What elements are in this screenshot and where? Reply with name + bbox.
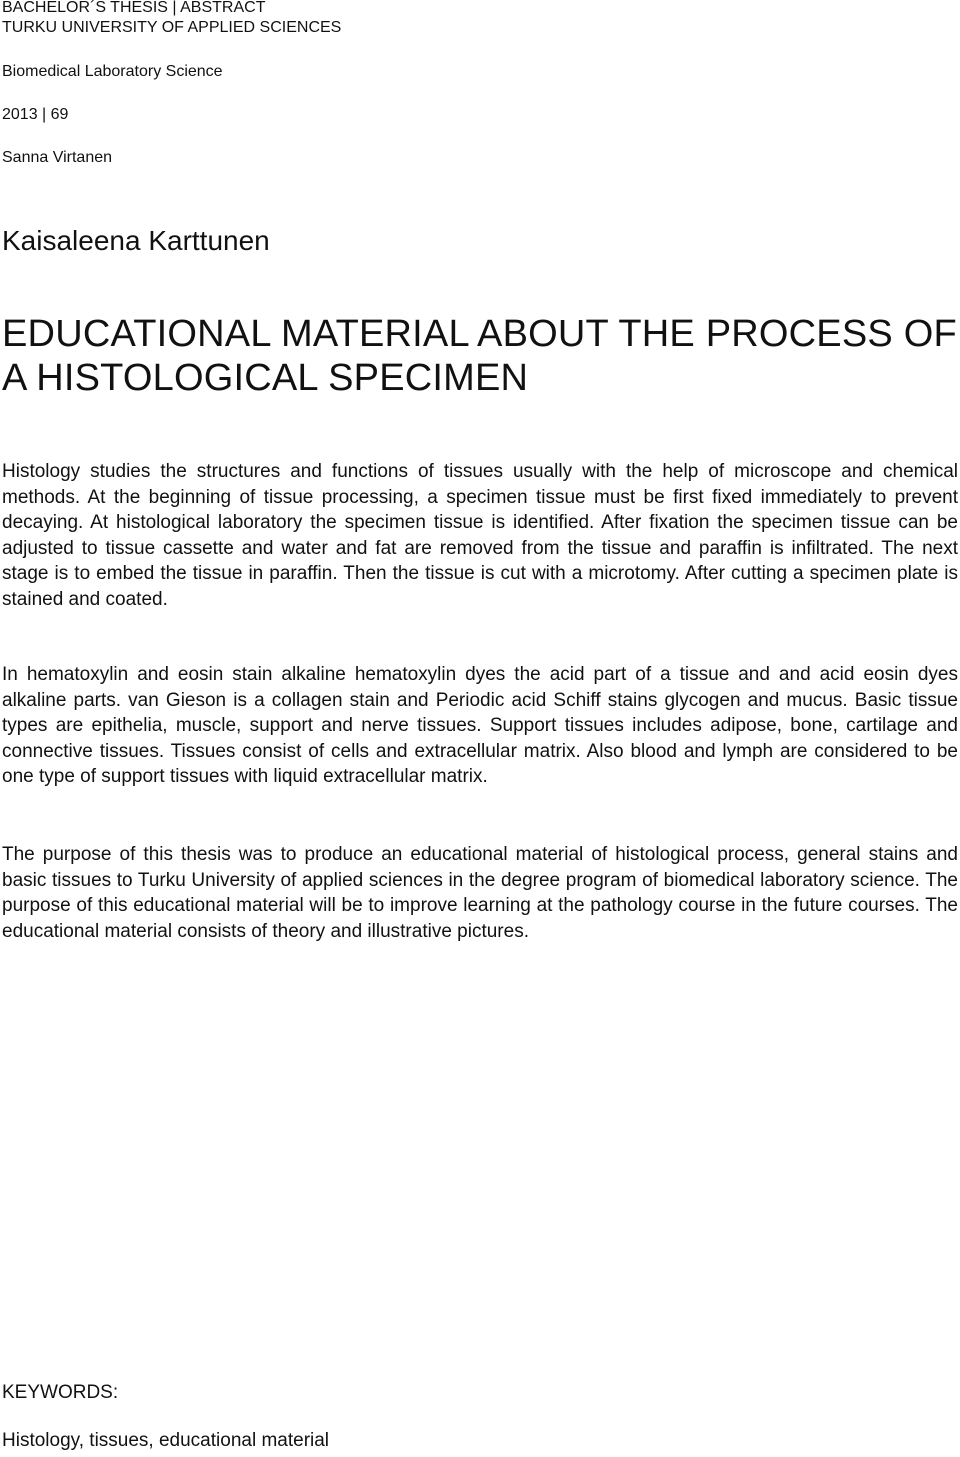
- author-name: Kaisaleena Karttunen: [2, 225, 270, 256]
- document-type: BACHELOR´S THESIS | ABSTRACT: [2, 0, 266, 16]
- supervisor-name: Sanna Virtanen: [2, 149, 113, 166]
- keywords-values: Histology, tissues, educational material: [2, 1430, 330, 1451]
- thesis-title: EDUCATIONAL MATERIAL ABOUT THE PROCESS OF A HISTOLOGICAL SPECIMEN: [2, 313, 957, 399]
- year-and-pages: 2013 | 69: [2, 106, 69, 123]
- abstract-paragraph-2: In hematoxylin and eosin stain alkaline hematoxylin dyes the acid part of a tissue and and acid eosin dyes alkaline parts. van Gieson is a collagen stain and Periodic acid Schiff stains glycogen and mucus. Basic tissue types are epithelia, muscle, support and nerve tissues. Support tissues includes adipose, bone, cartilage and connective tissues. Tissues consist of cells and extracellular matrix. Also blood and lymph are considered to be one type of support tissues with liquid extracellular matrix.: [2, 664, 958, 787]
- degree-programme: Biomedical Laboratory Science: [2, 63, 223, 80]
- keywords-label: KEYWORDS:: [2, 1382, 119, 1403]
- abstract-paragraph-3: The purpose of this thesis was to produce an educational material of histological process, general stains and basic tissues to Turku University of applied sciences in the degree program of biomedical laboratory science. The purpose of this educational material will be to improve learning at the pathology course in the future courses. The educational material consists of theory and illustrative pictures.: [2, 844, 958, 942]
- abstract-paragraph-1: Histology studies the structures and functions of tissues usually with the help of microscope and chemical methods. At the beginning of tissue processing, a specimen tissue must be first fixed immediately to prevent decaying. At histological laboratory the specimen tissue is identified. After fixation the specimen tissue can be adjusted to tissue cassette and water and fat are removed from the tissue and paraffin is infiltrated. The next stage is to embed the tissue in paraffin. Then the tissue is cut with a microtomy. After cutting a specimen plate is stained and coated.: [2, 461, 958, 610]
- institution-name: TURKU UNIVERSITY OF APPLIED SCIENCES: [2, 19, 342, 36]
